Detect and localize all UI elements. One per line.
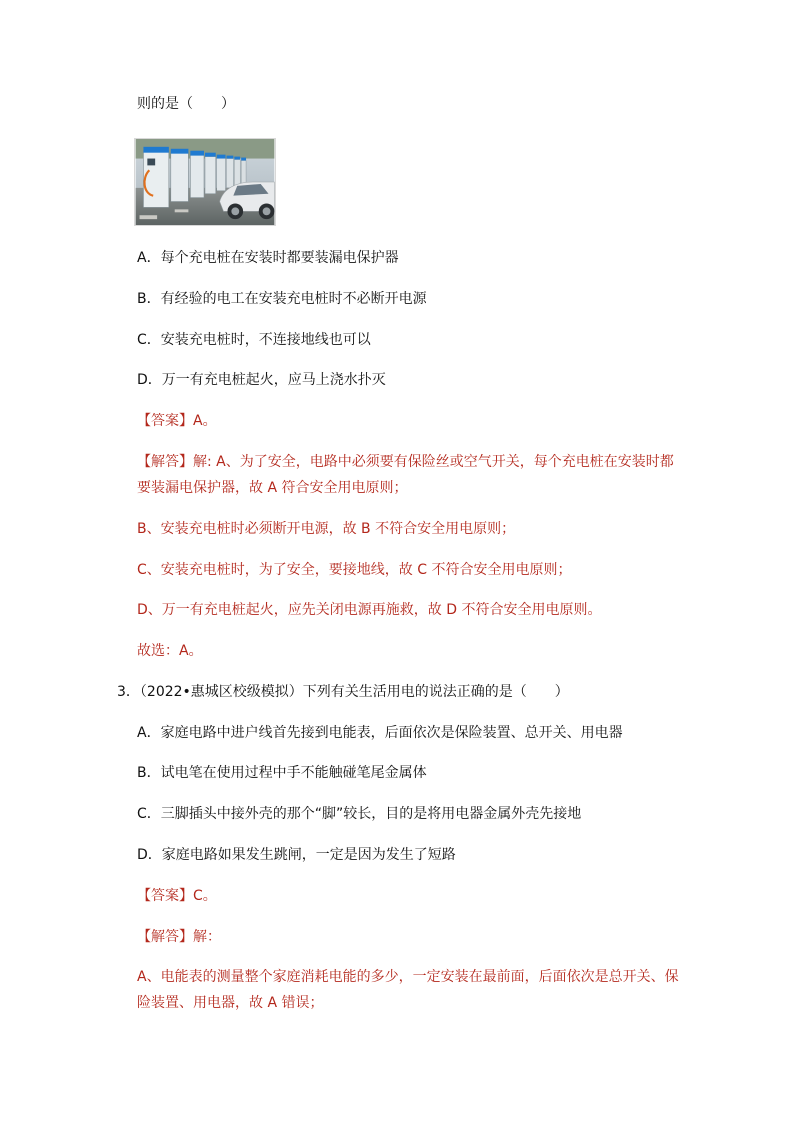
q3-analysis-line-2: 险装置、用电器，故 A 错误； [137,995,324,1011]
q2-analysis-line-1 [137,452,674,472]
q3-analysis-head [137,927,221,947]
q2-option-b: B．有经验的电工在安装充电桩时不必断开电源 [137,291,427,307]
analysis-text: 解: A、为了安全，电路中必须要有保险丝或空气开关，每个充电桩在安装时都 [193,454,674,470]
analysis-tag: 【解答】 [137,929,193,945]
charging-station-photo [134,138,276,226]
analysis-tag: 【解答】 [137,454,193,470]
q3-option-c: C．三脚插头中接外壳的那个“脚”较长，目的是将用电器金属外壳先接地 [137,806,582,822]
q2-analysis-line-2: 要装漏电保护器，故 A 符合安全用电原则； [137,480,408,496]
answer-tag: 【答案】 [137,413,193,429]
q2-option-c: C．安装充电桩时，不连接地线也可以 [137,332,371,348]
q3-stem: 3．（2022•惠城区校级模拟）下列有关生活用电的说法正确的是（ ） [117,684,569,700]
q2-option-d: D．万一有充电桩起火，应马上浇水扑灭 [137,372,386,388]
q3-analysis-line-1: A、电能表的测量整个家庭消耗电能的多少，一定安装在最前面，后面依次是总开关、保 [137,969,679,985]
q2-option-a: A．每个充电桩在安装时都要装漏电保护器 [137,250,399,266]
q2-answer [137,411,217,431]
q3-option-a: A．家庭电路中进户线首先接到电能表，后面依次是保险装置、总开关、用电器 [137,725,623,741]
q2-analysis-d: D、万一有充电桩起火，应先关闭电源再施救，故 D 不符合安全用电原则。 [137,602,602,618]
q2-choice: 故选：A。 [137,643,203,659]
analysis-text: 解： [193,929,221,945]
answer-tag: 【答案】 [137,888,193,904]
answer-value: C。 [193,888,217,904]
q2-analysis-c: C、安装充电桩时，为了安全，要接地线，故 C 不符合安全用电原则； [137,562,572,578]
q3-answer [137,886,217,906]
question-intro-fragment: 则的是（ ） [137,96,235,112]
q2-analysis-b: B、安装充电桩时必须断开电源，故 B 不符合安全用电原则； [137,521,516,537]
q3-option-d: D．家庭电路如果发生跳闸，一定是因为发生了短路 [137,847,456,863]
q3-option-b: B．试电笔在使用过程中手不能触碰笔尾金属体 [137,765,427,781]
answer-value: A。 [193,413,217,429]
